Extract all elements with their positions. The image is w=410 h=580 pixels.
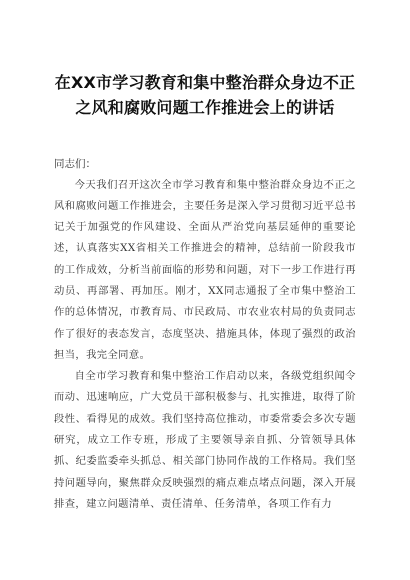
- paragraph-1: 今天我们召开这次全市学习教育和集中整治群众身边不正之风和腐败问题工作推进会，主要任务是深入学习贯彻习近平总书记关于加强党的作风建设、全面从严治党向基层延伸的重要论述，认真落实XX省相关工作推进会的精神，总结前一阶段我市的工作成效，分析当前面临的形势和问题，对下一步工作进行再动员、再部署、再加压。刚才，XX同志通报了全市集中整治工作的总体情况，市教育局、市民政局、市农业农村局的负责同志作了很好的表态发言，态度坚决、措施具体，体现了强烈的政治担当，我完全同意。: [54, 178, 356, 361]
- paragraph-2: 自全市学习教育和集中整治工作启动以来，各级党组织闻令而动、迅速响应，广大党员干部积极参与、扎实推进，取得了阶段性、看得见的成效。我们坚持高位推动，市委常委会多次专题研究，成立工作专班，形成了主要领导亲自抓、分管领导具体抓、纪委监委牵头抓总、相关部门协同作战的工作格局。我们坚持问题导向，聚焦群众反映强烈的痛点难点堵点问题，深入开展排查，建立问题清单、责任清单、任务清单，各项工作有力: [54, 370, 356, 510]
- document-title: 在XX市学习教育和集中整治群众身边不正之风和腐败问题工作推进会上的讲话: [54, 73, 356, 117]
- salutation: 同志们：: [54, 158, 96, 170]
